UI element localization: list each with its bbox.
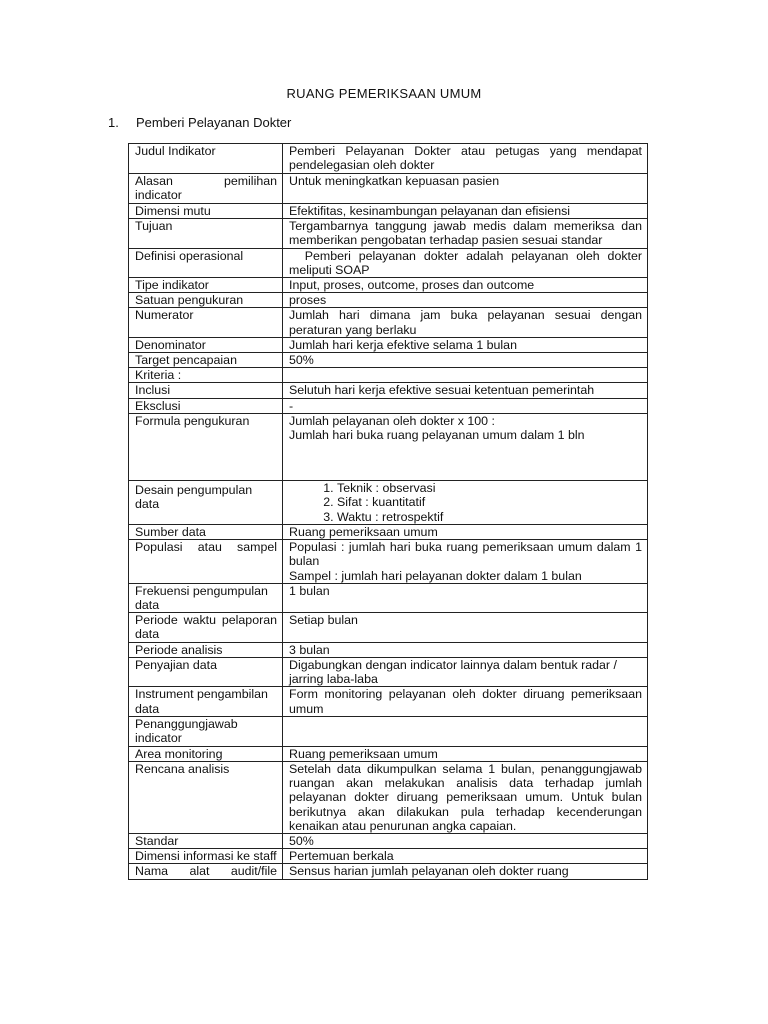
- row-key: Definisi operasional: [129, 248, 283, 277]
- table-row: [129, 761, 648, 833]
- table-row: [129, 583, 648, 612]
- table-row: [129, 293, 648, 308]
- row-value: -: [283, 398, 648, 413]
- table-row: [129, 278, 648, 293]
- row-key: Target pencapaian: [129, 353, 283, 368]
- row-value: Tergambarnya tanggung jawab medis dalam memeriksa dan memberikan pengobatan terhadap pasien sesuai standar: [283, 219, 648, 248]
- indicator-table: [128, 143, 648, 880]
- row-key: Instrument pengambilan data: [129, 687, 283, 716]
- row-key: Tujuan: [129, 219, 283, 248]
- row-value: Selutuh hari kerja efektive sesuai ketentuan pemerintah: [283, 383, 648, 398]
- row-value: 50%: [283, 353, 648, 368]
- row-key: Satuan pengukuran: [129, 293, 283, 308]
- row-value: [283, 480, 648, 524]
- row-key: Dimensi mutu: [129, 204, 283, 219]
- row-value: [283, 413, 648, 480]
- formula-numerator: Jumlah pelayanan oleh dokter x 100 :: [289, 413, 495, 428]
- table-row: [129, 716, 648, 746]
- row-value: 1 bulan: [283, 583, 648, 612]
- sample-text: Sampel : jumlah hari pelayanan dokter dalam 1 bulan: [289, 568, 582, 583]
- row-value: [283, 716, 648, 746]
- row-key: Dimensi informasi ke staff: [129, 849, 283, 864]
- table-row: [129, 864, 648, 879]
- table-row: [129, 383, 648, 398]
- row-key: Periode analisis: [129, 642, 283, 657]
- row-key: Frekuensi pengumpulan data: [129, 583, 283, 612]
- row-value: Input, proses, outcome, proses dan outcome: [283, 278, 648, 293]
- row-value: [283, 368, 648, 383]
- row-value: Pemberi Pelayanan Dokter atau petugas yang mendapat pendelegasian oleh dokter: [283, 144, 648, 174]
- row-key: Penyajian data: [129, 657, 283, 686]
- row-key: Periode waktu pelaporan data: [129, 613, 283, 642]
- table-row: [129, 219, 648, 248]
- list-item: 2. Sifat : kuantitatif: [337, 495, 642, 509]
- table-row: [129, 687, 648, 716]
- table-row: [129, 613, 648, 642]
- row-key: Desain pengumpulan data: [129, 480, 283, 524]
- row-key: Rencana analisis: [129, 761, 283, 833]
- row-value: Sensus harian jumlah pelayanan oleh dokter ruang: [283, 864, 648, 879]
- row-key: Kriteria :: [129, 368, 283, 383]
- table-row: [129, 204, 648, 219]
- table-row: [129, 413, 648, 480]
- row-key: Eksclusi: [129, 398, 283, 413]
- row-value: proses: [283, 293, 648, 308]
- row-key: Formula pengukuran: [129, 413, 283, 480]
- row-value: Jumlah hari kerja efektive selama 1 bulan: [283, 337, 648, 352]
- table-row: [129, 642, 648, 657]
- row-value: Setelah data dikumpulkan selama 1 bulan, penanggungjawab ruangan akan melakukan analisis data terhadap jumlah pelayanan dokter diruang pemeriksaan umum. Untuk bulan berikutnya akan dilakukan pula terhadap kecenderungan kenaikan atau penurunan angka capaian.: [283, 761, 648, 833]
- table-row: [129, 248, 648, 277]
- row-key: Standar: [129, 833, 283, 848]
- table-row: [129, 174, 648, 204]
- row-value: 3 bulan: [283, 642, 648, 657]
- row-key: Judul Indikator: [129, 144, 283, 174]
- row-key: Populasi atau sampel: [129, 540, 283, 584]
- row-value: Digabungkan dengan indicator lainnya dalam bentuk radar / jarring laba-laba: [283, 657, 648, 686]
- row-value: [283, 540, 648, 584]
- table-row: [129, 849, 648, 864]
- row-value: Untuk meningkatkan kepuasan pasien: [283, 174, 648, 204]
- row-key: Area monitoring: [129, 746, 283, 761]
- table-row: [129, 353, 648, 368]
- row-value: Efektifitas, kesinambungan pelayanan dan efisiensi: [283, 204, 648, 219]
- row-value: Ruang pemeriksaan umum: [283, 525, 648, 540]
- table-row: [129, 308, 648, 337]
- row-key: Inclusi: [129, 383, 283, 398]
- row-key: Denominator: [129, 337, 283, 352]
- formula-denominator: Jumlah hari buka ruang pelayanan umum dalam 1 bln: [289, 428, 585, 443]
- row-key: Sumber data: [129, 525, 283, 540]
- table-row: [129, 746, 648, 761]
- page-title: RUANG PEMERIKSAAN UMUM: [286, 86, 482, 101]
- section-heading: [108, 115, 291, 130]
- row-key: Numerator: [129, 308, 283, 337]
- table-row: [129, 540, 648, 584]
- table-row: [129, 144, 648, 174]
- row-key: Penanggungjawab indicator: [129, 716, 283, 746]
- table-row: [129, 657, 648, 686]
- method-list: [289, 481, 642, 524]
- row-key: Alasan pemilihan indicator: [129, 174, 283, 204]
- row-value: Jumlah hari dimana jam buka pelayanan sesuai dengan peraturan yang berlaku: [283, 308, 648, 337]
- table-row: [129, 480, 648, 524]
- table-row: [129, 337, 648, 352]
- population-text: Populasi : jumlah hari buka ruang pemeriksaan umum dalam 1 bulan: [289, 540, 642, 569]
- list-item: 1. Teknik : observasi: [337, 481, 642, 495]
- row-key: Tipe indikator: [129, 278, 283, 293]
- row-key: Nama alat audit/file: [129, 864, 283, 879]
- row-value: Form monitoring pelayanan oleh dokter diruang pemeriksaan umum: [283, 687, 648, 716]
- row-value: Setiap bulan: [283, 613, 648, 642]
- row-value: Pertemuan berkala: [283, 849, 648, 864]
- section-number: 1.: [108, 115, 119, 130]
- table-row: [129, 368, 648, 383]
- section-label: Pemberi Pelayanan Dokter: [136, 115, 292, 130]
- row-value: Ruang pemeriksaan umum: [283, 746, 648, 761]
- table-row: [129, 833, 648, 848]
- list-item: 3. Waktu : retrospektif: [337, 510, 642, 524]
- table-row: [129, 398, 648, 413]
- row-value: Pemberi pelayanan dokter adalah pelayanan oleh dokter meliputi SOAP: [283, 248, 648, 277]
- table-row: [129, 525, 648, 540]
- row-value: 50%: [283, 833, 648, 848]
